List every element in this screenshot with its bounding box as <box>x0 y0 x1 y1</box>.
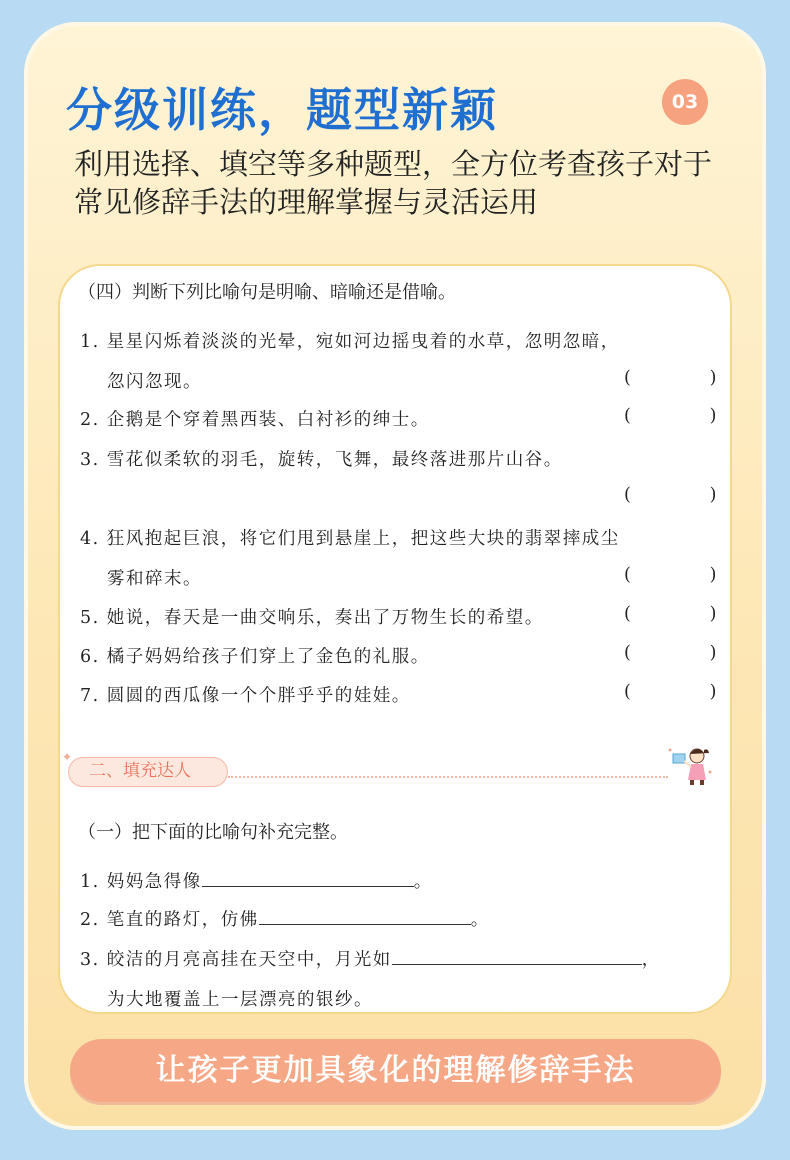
question-text: ， <box>641 950 661 970</box>
question-line: 7. 圆圆的西瓜像一个个胖乎乎的娃娃。 ( ) <box>80 682 718 706</box>
question-text: 忽闪忽现。 <box>107 372 202 392</box>
fill-question-line <box>80 946 718 971</box>
question-text: 。 <box>470 910 490 930</box>
question-line: 6. 橘子妈妈给孩子们穿上了金色的礼服。 ( ) <box>80 643 718 667</box>
question-line <box>80 328 718 353</box>
reading-child-icon <box>664 744 714 786</box>
question-text: 1. 妈妈急得像 <box>80 872 202 892</box>
cta-banner: 让孩子更加具象化的理解修辞手法 <box>70 1039 721 1102</box>
question-text: 1. 星星闪烁着淡淡的光晕，宛如河边摇曳着的水草，忽明忽暗， <box>80 332 620 352</box>
fill-question-line <box>80 906 718 931</box>
question-text: 5. 她说，春天是一曲交响乐，奏出了万物生长的希望。 <box>80 608 544 628</box>
page-title: 分级训练，题型新颖 <box>66 83 498 137</box>
question-text: 3. 雪花似柔软的羽毛，旋转，飞舞，最终落进那片山谷。 <box>80 450 563 470</box>
fill-blank[interactable] <box>202 868 414 887</box>
question-text: 7. 圆圆的西瓜像一个个胖乎乎的娃娃。 <box>80 686 411 706</box>
sparkle-icon: ✦ <box>62 750 73 764</box>
fill-blank[interactable] <box>392 946 642 965</box>
question-line <box>80 446 718 471</box>
fill-section-heading: （一）把下面的比喻句补充完整。 <box>78 822 348 843</box>
question-line: 5. 她说，春天是一曲交响乐，奏出了万物生长的希望。 ( ) <box>80 604 718 628</box>
question-text: 。 <box>413 872 433 892</box>
question-text: 雾和碎末。 <box>107 569 202 589</box>
question-text: 6. 橘子妈妈给孩子们穿上了金色的礼服。 <box>80 647 430 667</box>
dotted-divider <box>228 776 668 778</box>
question-line: 2. 企鹅是个穿着黑西装、白衬衫的绅士。 ( ) <box>80 406 718 430</box>
question-text: 4. 狂风抱起巨浪，将它们甩到悬崖上，把这些大块的翡翠摔成尘 <box>80 529 620 549</box>
question-text: 2. 企鹅是个穿着黑西装、白衬衫的绅士。 <box>80 410 430 430</box>
question-line <box>80 525 718 550</box>
question-text: 为大地覆盖上一层漂亮的银纱。 <box>107 990 373 1010</box>
fill-question-line <box>80 868 718 893</box>
question-line: 忽闪忽现。 ( ) <box>80 368 718 393</box>
question-line: 雾和碎末。 ( ) <box>80 565 718 590</box>
section-banner: 二、填充达人 <box>68 757 228 787</box>
question-text: 3. 皎洁的月亮高挂在天空中，月光如 <box>80 950 392 970</box>
page-subtitle: 利用选择、填空等多种题型，全方位考查孩子对于常见修辞手法的理解掌握与灵活运用 <box>74 147 713 219</box>
fill-blank[interactable] <box>259 906 471 925</box>
judge-section-heading: （四）判断下列比喻句是明喻、暗喻还是借喻。 <box>78 282 456 303</box>
page-number-badge: 03 <box>662 79 708 125</box>
question-text: 2. 笔直的路灯，仿佛 <box>80 910 259 930</box>
fill-question-line <box>80 986 718 1011</box>
